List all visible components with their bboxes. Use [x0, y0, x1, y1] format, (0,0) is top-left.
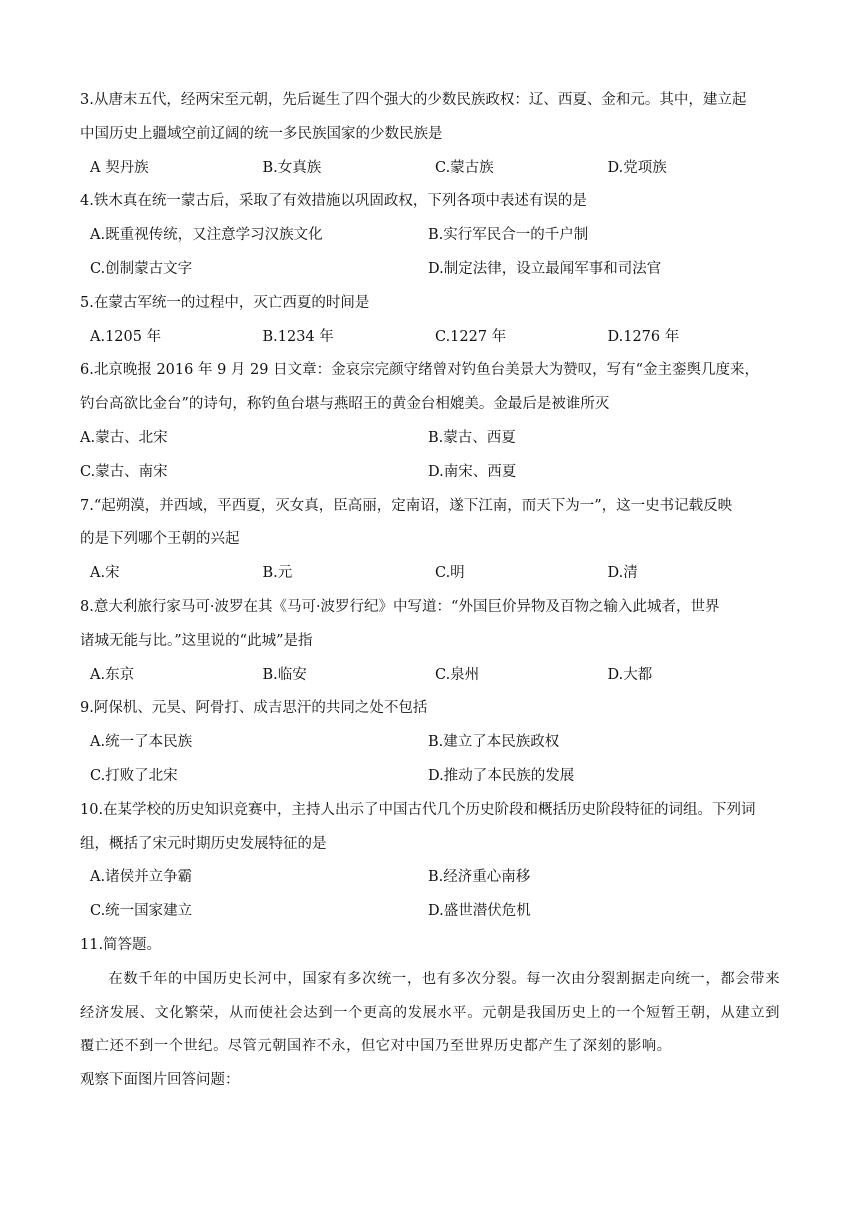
question-11-prompt: 观察下面图片回答问题：: [80, 1072, 240, 1089]
answer-option: B.元: [262, 565, 293, 582]
options-row: [80, 152, 780, 186]
answer-option: B.女真族: [262, 159, 322, 176]
options-row: [80, 219, 780, 253]
options-row: [80, 456, 780, 490]
answer-option: A.东京: [90, 666, 135, 683]
options-row: [80, 895, 780, 929]
answer-option: A 契丹族: [90, 159, 149, 176]
options-row: [80, 321, 780, 355]
answer-option: A.1205 年: [90, 328, 162, 345]
passage-text: 在数千年的中国历史长河中，国家有多次统一，也有多次分裂。每一次由分裂割据走向统一，都会带来经济发展、文化繁荣，从而使社会达到一个更高的发展水平。元朝是我国历史上的一个短暂王朝，从建立到覆亡还不到一个世纪。尽管元朝国祚不永，但它对中国乃至世界历史都产生了深刻的影响。: [80, 970, 780, 1055]
question-11: [80, 929, 780, 1098]
question-text: 10.在某学校的历史知识竞赛中，主持人出示了中国古代几个历史阶段和概括历史阶段特征的词组。下列词: [80, 801, 756, 818]
question-text: 钓台高欲比金台”的诗句，称钓鱼台堪与燕昭王的黄金台相媲美。金最后是被谁所灭: [80, 396, 610, 413]
answer-option: C.1227 年: [435, 328, 507, 345]
options-row: [80, 253, 780, 287]
question-text: 8.意大利旅行家马可·波罗在其《马可·波罗行纪》中写道：“外国巨价异物及百物之输入此城者，世界: [80, 598, 720, 615]
question-text: 中国历史上疆域空前辽阔的统一多民族国家的少数民族是: [80, 125, 443, 142]
options-row: [80, 659, 780, 693]
question-block: [80, 287, 780, 355]
answer-option: C.蒙古族: [435, 159, 494, 176]
answer-option: A.统一了本民族: [90, 734, 193, 751]
question-text: 3.从唐末五代，经两宋至元朝，先后诞生了四个强大的少数民族政权：辽、西夏、金和元。其中，建立起: [80, 92, 747, 108]
question-text: 的是下列哪个王朝的兴起: [80, 531, 240, 548]
answer-option: C.泉州: [435, 666, 480, 683]
answer-option: B.实行军民合一的千户制: [428, 227, 589, 244]
answer-option: D.盛世潜伏危机: [428, 903, 531, 920]
question-text: 诸城无能与比。”这里说的“此城”是指: [80, 632, 313, 649]
question-block: [80, 490, 780, 591]
answer-option: B.1234 年: [262, 328, 334, 345]
answer-option: A.既重视传统，又注意学习汉族文化: [90, 227, 323, 244]
answer-option: B.建立了本民族政权: [428, 734, 560, 751]
exam-page: [80, 84, 780, 1098]
answer-option: D.大都: [607, 666, 653, 683]
options-row: [80, 726, 780, 760]
question-block: [80, 692, 780, 793]
answer-option: A.诸侯并立争霸: [90, 869, 193, 886]
question-text: 9.阿保机、元昊、阿骨打、成吉思汗的共同之处不包括: [80, 700, 428, 717]
options-row: [80, 422, 780, 456]
question-11-heading: 11.简答题。: [80, 936, 162, 953]
question-block: [80, 354, 780, 489]
question-text: 7.“起朔漠，并西域，平西夏，灭女真，臣高丽，定南诏，遂下江南，而天下为一”，这一史书记载反映: [80, 497, 733, 514]
options-row: [80, 861, 780, 895]
question-text: 5.在蒙古军统一的过程中，灭亡西夏的时间是: [80, 294, 370, 311]
answer-option: D.制定法律，设立最闻军事和司法官: [428, 260, 662, 277]
answer-option: D.清: [607, 565, 638, 582]
options-row: [80, 557, 780, 591]
answer-option: B.蒙古、西夏: [428, 429, 516, 446]
question-text: 6.北京晚报 2016 年 9 月 29 日文章：金哀宗完颜守绪曾对钓鱼台美景大为赞叹，写有“金主銮舆几度来，: [80, 362, 759, 379]
answer-option: B.经济重心南移: [428, 869, 531, 886]
question-text: 4.铁木真在统一蒙古后，采取了有效措施以巩固政权，下列各项中表述有误的是: [80, 193, 587, 210]
answer-option: D.党项族: [607, 159, 667, 176]
answer-option: C.明: [435, 565, 465, 582]
answer-option: C.打败了北宋: [90, 767, 178, 784]
answer-option: D.推动了本民族的发展: [428, 767, 575, 784]
question-11-passage: [80, 963, 780, 1064]
answer-option: C.蒙古、南宋: [80, 463, 168, 480]
answer-option: D.南宋、西夏: [428, 463, 517, 480]
options-row: [80, 760, 780, 794]
answer-option: A.宋: [90, 565, 120, 582]
answer-option: C.统一国家建立: [90, 903, 193, 920]
question-list: [80, 84, 780, 929]
answer-option: B.临安: [262, 666, 307, 683]
question-text: 组，概括了宋元时期历史发展特征的是: [80, 835, 327, 852]
question-block: [80, 591, 780, 692]
question-block: [80, 794, 780, 929]
question-block: [80, 185, 780, 286]
question-block: [80, 84, 780, 185]
answer-option: D.1276 年: [607, 328, 680, 345]
answer-option: C.创制蒙古文字: [90, 260, 193, 277]
answer-option: A.蒙古、北宋: [80, 429, 168, 446]
